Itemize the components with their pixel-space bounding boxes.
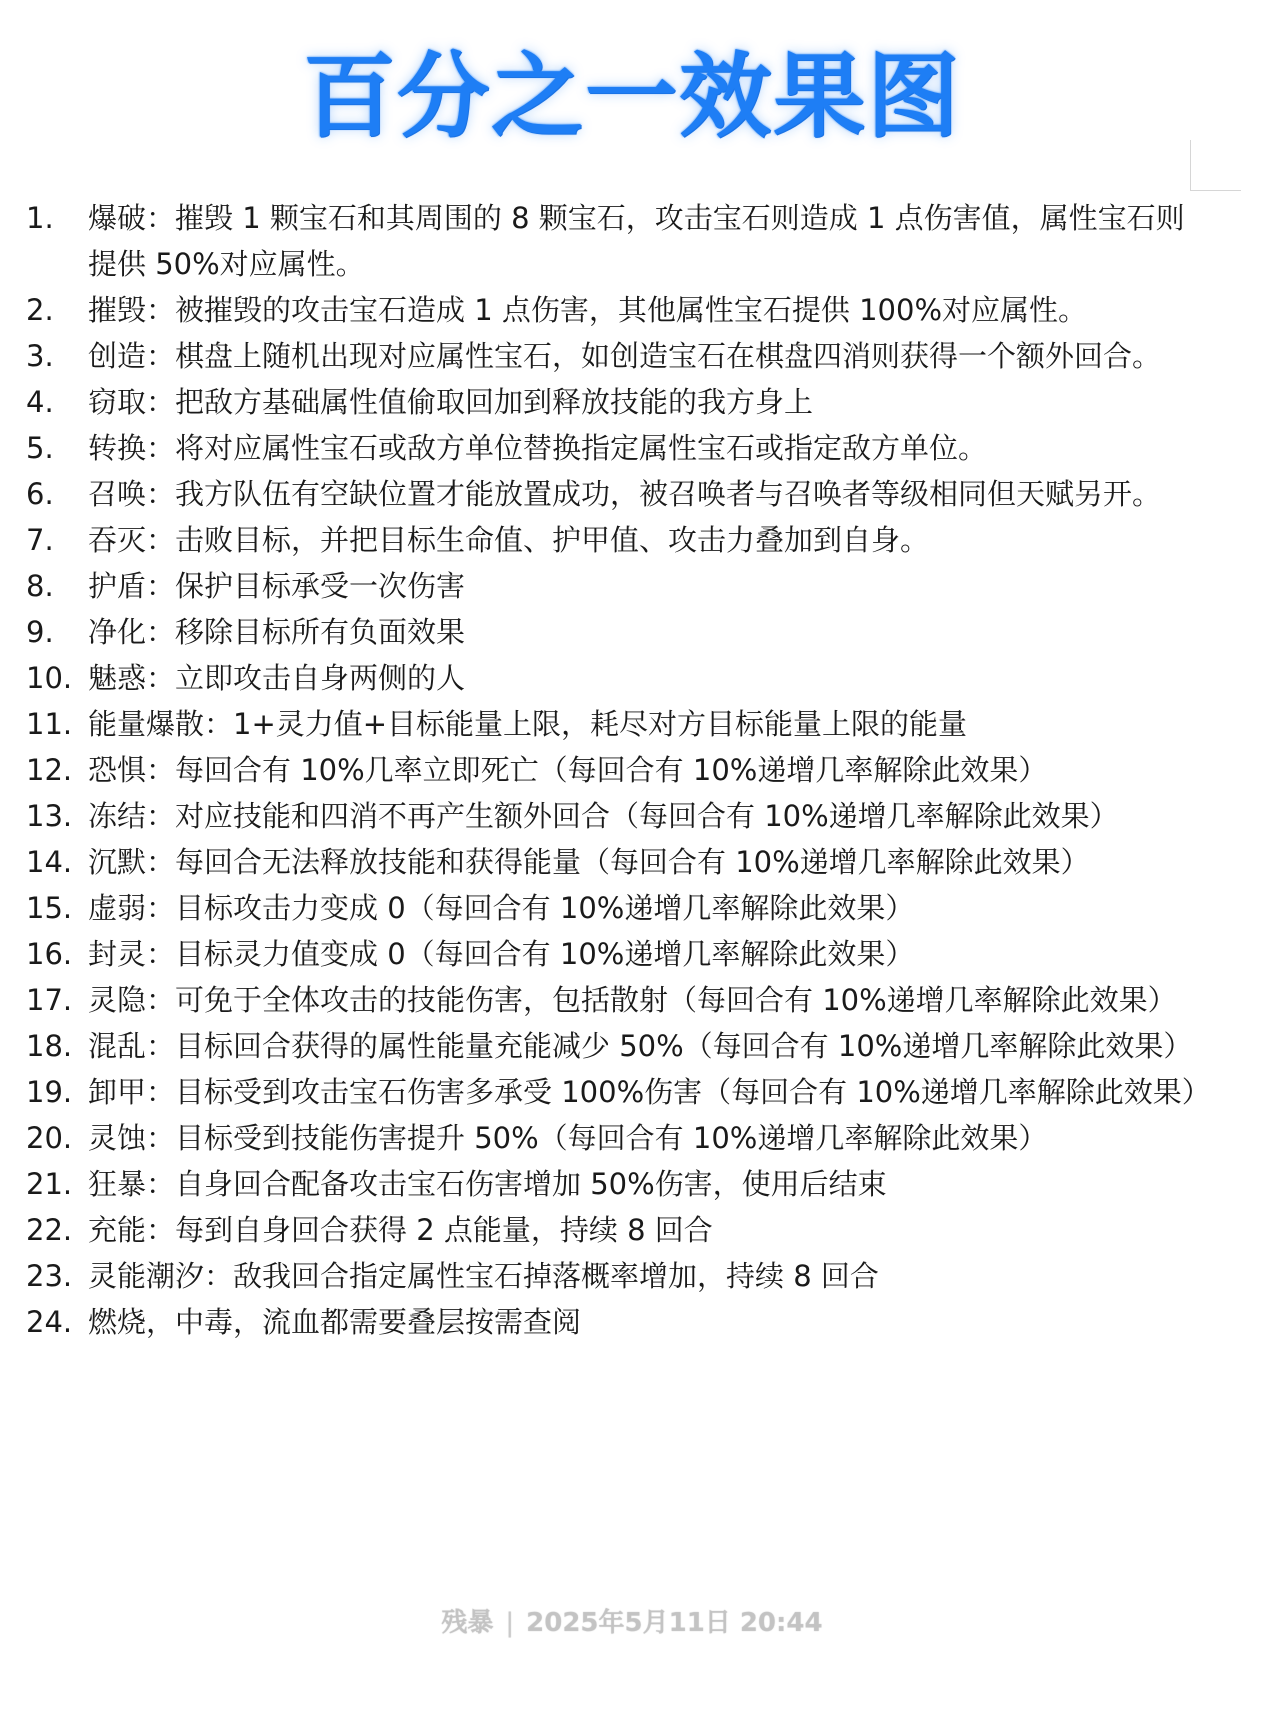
corner-bracket-mark bbox=[1190, 140, 1241, 191]
item-text: 冻结：对应技能和四消不再产生额外回合（每回合有 10%递增几率解除此效果） bbox=[88, 799, 1119, 833]
item-number: 7. bbox=[26, 523, 54, 557]
item-text: 摧毁：被摧毁的攻击宝石造成 1 点伤害，其他属性宝石提供 100%对应属性。 bbox=[88, 293, 1088, 327]
item-number: 22. bbox=[26, 1213, 73, 1247]
list-item bbox=[0, 1023, 1264, 1069]
list-item bbox=[0, 333, 1264, 379]
list-item bbox=[0, 1069, 1264, 1115]
list-item bbox=[0, 1115, 1264, 1161]
item-number: 12. bbox=[26, 753, 73, 787]
item-text: 爆破：摧毁 1 颗宝石和其周围的 8 颗宝石，攻击宝石则造成 1 点伤害值，属性宝石则提供 50%对应属性。 bbox=[88, 201, 1185, 281]
list-item bbox=[0, 1161, 1264, 1207]
list-item bbox=[0, 287, 1264, 333]
item-text: 净化：移除目标所有负面效果 bbox=[88, 615, 466, 649]
list-item bbox=[0, 931, 1264, 977]
watermark-separator: | bbox=[505, 1608, 515, 1638]
item-text: 沉默：每回合无法释放技能和获得能量（每回合有 10%递增几率解除此效果） bbox=[88, 845, 1090, 879]
item-number: 15. bbox=[26, 891, 73, 925]
item-number: 19. bbox=[26, 1075, 73, 1109]
item-text: 窃取：把敌方基础属性值偷取回加到释放技能的我方身上 bbox=[88, 385, 814, 419]
item-number: 24. bbox=[26, 1305, 73, 1339]
list-item bbox=[0, 655, 1264, 701]
item-text: 灵能潮汐：敌我回合指定属性宝石掉落概率增加，持续 8 回合 bbox=[88, 1259, 879, 1293]
item-text: 魅惑：立即攻击自身两侧的人 bbox=[88, 661, 466, 695]
item-text: 灵隐：可免于全体攻击的技能伤害，包括散射（每回合有 10%递增几率解除此效果） bbox=[88, 983, 1177, 1017]
list-item bbox=[0, 839, 1264, 885]
page-title: 百分之一效果图 bbox=[302, 43, 961, 150]
item-text: 召唤：我方队伍有空缺位置才能放置成功，被召唤者与召唤者等级相同但天赋另开。 bbox=[88, 477, 1162, 511]
item-number: 9. bbox=[26, 615, 54, 649]
item-text: 狂暴：自身回合配备攻击宝石伤害增加 50%伤害，使用后结束 bbox=[88, 1167, 887, 1201]
item-text: 护盾：保护目标承受一次伤害 bbox=[88, 569, 466, 603]
item-number: 4. bbox=[26, 385, 54, 419]
list-item bbox=[0, 517, 1264, 563]
item-text: 燃烧，中毒，流血都需要叠层按需查阅 bbox=[88, 1305, 582, 1339]
item-number: 8. bbox=[26, 569, 54, 603]
item-number: 6. bbox=[26, 477, 54, 511]
list-item bbox=[0, 885, 1264, 931]
list-item bbox=[0, 793, 1264, 839]
item-number: 13. bbox=[26, 799, 73, 833]
item-number: 5. bbox=[26, 431, 54, 465]
list-item bbox=[0, 747, 1264, 793]
item-number: 11. bbox=[26, 707, 73, 741]
item-number: 2. bbox=[26, 293, 54, 327]
item-number: 20. bbox=[26, 1121, 73, 1155]
item-text: 创造：棋盘上随机出现对应属性宝石，如创造宝石在棋盘四消则获得一个额外回合。 bbox=[88, 339, 1162, 373]
item-text: 充能：每到自身回合获得 2 点能量，持续 8 回合 bbox=[88, 1213, 713, 1247]
list-item bbox=[0, 977, 1264, 1023]
item-number: 14. bbox=[26, 845, 73, 879]
effects-list bbox=[0, 195, 1264, 1345]
item-text: 能量爆散：1+灵力值+目标能量上限，耗尽对方目标能量上限的能量 bbox=[88, 707, 968, 741]
item-number: 1. bbox=[26, 201, 54, 235]
item-text: 封灵：目标灵力值变成 0（每回合有 10%递增几率解除此效果） bbox=[88, 937, 915, 971]
item-number: 10. bbox=[26, 661, 73, 695]
item-number: 3. bbox=[26, 339, 54, 373]
list-item bbox=[0, 1207, 1264, 1253]
list-item bbox=[0, 563, 1264, 609]
item-text: 混乱：目标回合获得的属性能量充能减少 50%（每回合有 10%递增几率解除此效果） bbox=[88, 1029, 1193, 1063]
item-text: 恐惧：每回合有 10%几率立即死亡（每回合有 10%递增几率解除此效果） bbox=[88, 753, 1048, 787]
list-item bbox=[0, 701, 1264, 747]
list-item bbox=[0, 1253, 1264, 1299]
item-number: 18. bbox=[26, 1029, 73, 1063]
watermark-author: 残暴 bbox=[441, 1608, 494, 1638]
item-number: 23. bbox=[26, 1259, 73, 1293]
item-number: 17. bbox=[26, 983, 73, 1017]
list-item bbox=[0, 379, 1264, 425]
list-item bbox=[0, 1299, 1264, 1345]
item-text: 转换：将对应属性宝石或敌方单位替换指定属性宝石或指定敌方单位。 bbox=[88, 431, 988, 465]
watermark-datetime: 2025年5月11日 20:44 bbox=[526, 1608, 823, 1638]
list-item bbox=[0, 609, 1264, 655]
item-text: 卸甲：目标受到攻击宝石伤害多承受 100%伤害（每回合有 10%递增几率解除此效果） bbox=[88, 1075, 1211, 1109]
watermark bbox=[0, 1603, 1264, 1643]
list-item bbox=[0, 195, 1264, 287]
list-item bbox=[0, 425, 1264, 471]
list-item bbox=[0, 471, 1264, 517]
item-number: 16. bbox=[26, 937, 73, 971]
item-text: 吞灭：击败目标，并把目标生命值、护甲值、攻击力叠加到自身。 bbox=[88, 523, 930, 557]
item-text: 虚弱：目标攻击力变成 0（每回合有 10%递增几率解除此效果） bbox=[88, 891, 915, 925]
item-text: 灵蚀：目标受到技能伤害提升 50%（每回合有 10%递增几率解除此效果） bbox=[88, 1121, 1048, 1155]
item-number: 21. bbox=[26, 1167, 73, 1201]
